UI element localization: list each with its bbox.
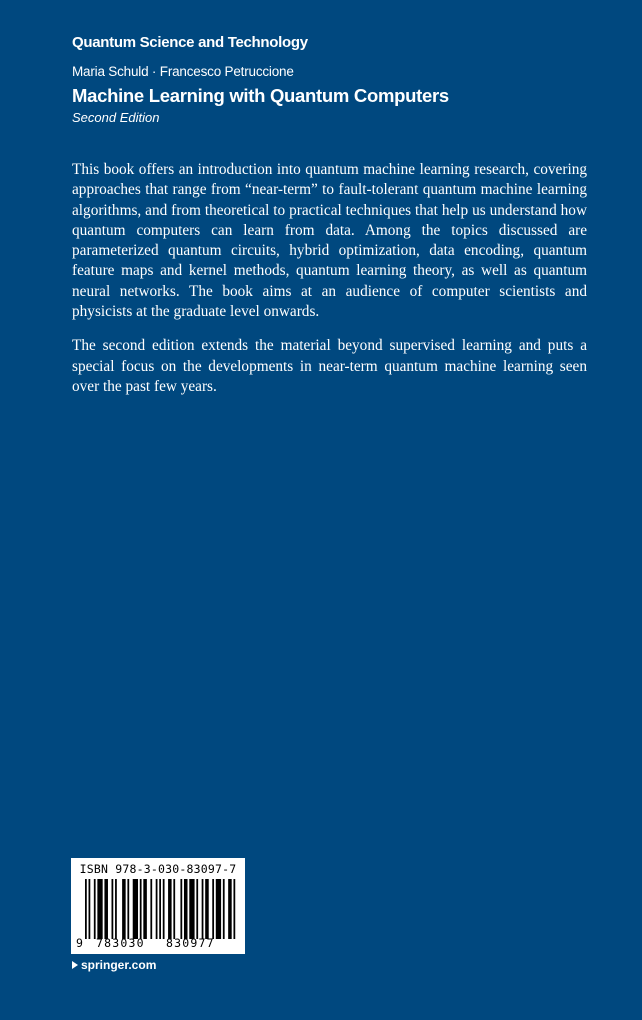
publisher-link[interactable] xyxy=(72,958,156,972)
book-authors: Maria Schuld · Francesco Petruccione xyxy=(72,64,294,79)
barcode-bar xyxy=(94,879,96,939)
barcode-bar xyxy=(173,879,175,939)
ean-digits xyxy=(71,936,245,952)
barcode-bar xyxy=(189,879,194,939)
book-title: Machine Learning with Quantum Computers xyxy=(72,85,449,106)
book-description xyxy=(72,160,587,411)
barcode-bar xyxy=(233,879,235,939)
barcode-bar xyxy=(196,879,198,939)
barcode-bar xyxy=(156,879,158,939)
barcode-bar xyxy=(150,879,152,939)
ean-right-group: 830977 xyxy=(166,936,215,950)
barcode-bar xyxy=(115,879,117,939)
barcode-bar xyxy=(223,879,225,939)
barcode-bar xyxy=(97,879,102,939)
barcode-bar xyxy=(180,879,182,939)
barcode xyxy=(71,858,245,954)
barcode-bar xyxy=(168,879,172,939)
barcode-bar xyxy=(205,879,209,939)
ean-left-group: 783030 xyxy=(96,936,145,950)
book-edition: Second Edition xyxy=(72,110,160,125)
barcode-bar xyxy=(122,879,126,939)
isbn-label: ISBN 978-3-030-83097-7 xyxy=(79,862,237,876)
barcode-bar xyxy=(184,879,188,939)
barcode-bar xyxy=(89,879,91,939)
barcode-bar xyxy=(159,879,161,939)
barcode-bar xyxy=(216,879,221,939)
barcode-bar xyxy=(85,879,87,939)
barcode-bar xyxy=(104,879,108,939)
barcode-bar xyxy=(212,879,214,939)
barcode-bar xyxy=(112,879,114,939)
barcode-bars xyxy=(85,879,237,939)
barcode-bar xyxy=(133,879,138,939)
barcode-bar xyxy=(143,879,147,939)
description-paragraph-1: This book offers an introduction into quantum machine learning research, covering approaches that range from “near-term” to fault-tolerant quantum machine learning algorithms, and from theoretical to practical techniques that help us understand how quantum computers can learn from data. Among the topics discussed are parameterized quantum circuits, hybrid optimization, data encoding, quantum feature maps and kernel methods, quantum learning theory, as well as quantum neural networks. The book aims at an audience of computer scientists and physicists at the graduate level onwards. xyxy=(72,161,587,321)
publisher-website: springer.com xyxy=(81,958,157,972)
barcode-bar xyxy=(228,879,232,939)
barcode-bar xyxy=(127,879,129,939)
description-paragraph-2: The second edition extends the material beyond supervised learning and puts a special focus on the developments in near-term quantum machine learning seen over the past few years. xyxy=(72,337,587,395)
ean-first-digit: 9 xyxy=(76,936,83,950)
triangle-right-icon xyxy=(72,961,78,969)
barcode-bar xyxy=(202,879,204,939)
barcode-bar xyxy=(140,879,142,939)
barcode-bar xyxy=(163,879,165,939)
series-title: Quantum Science and Technology xyxy=(72,34,308,51)
